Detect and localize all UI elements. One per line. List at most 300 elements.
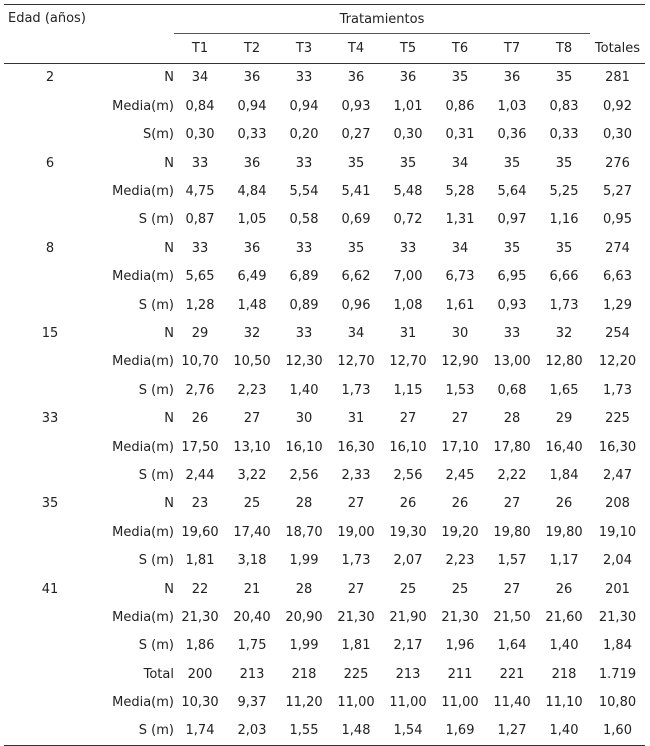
total-cell: 1,84	[603, 638, 632, 654]
value-cell: 33	[295, 240, 313, 256]
value-cell: 11,00	[337, 695, 375, 711]
value-cell: 28	[295, 581, 313, 597]
value-cell: 5,64	[497, 184, 527, 200]
value-cell: 36	[399, 70, 417, 86]
value-cell: 21,90	[389, 609, 427, 625]
table-row	[4, 263, 645, 291]
treatment-header: T3	[278, 34, 330, 63]
value-cell: 36	[347, 70, 365, 86]
value-cell: 0,72	[393, 212, 423, 228]
value-cell: 5,54	[289, 184, 319, 200]
value-cell: 27	[503, 581, 521, 597]
total-cell: 2,04	[603, 553, 632, 569]
value-cell: 35	[555, 240, 573, 256]
value-cell: 26	[555, 581, 573, 597]
stat-label-cell: Total	[143, 666, 174, 682]
value-cell: 0,20	[289, 127, 319, 143]
edad-cell	[4, 632, 96, 660]
value-cell: 0,97	[497, 212, 527, 228]
value-cell: 1,40	[289, 382, 319, 398]
value-cell: 35	[555, 70, 573, 86]
value-cell: 21,60	[545, 609, 583, 625]
value-cell: 20,40	[233, 609, 271, 625]
value-cell: 16,10	[389, 439, 427, 455]
value-cell: 1,05	[237, 212, 267, 228]
value-cell: 3,18	[237, 553, 267, 569]
value-cell: 11,10	[545, 695, 583, 711]
edad-cell: 33	[41, 411, 59, 427]
value-cell: 29	[191, 325, 209, 341]
value-cell: 2,07	[393, 553, 423, 569]
value-cell: 12,80	[545, 354, 583, 370]
value-cell: 23	[191, 496, 209, 512]
total-cell: 1,73	[603, 382, 632, 398]
value-cell: 0,87	[185, 212, 215, 228]
total-cell: 276	[605, 155, 630, 171]
value-cell: 27	[451, 411, 469, 427]
value-cell: 27	[243, 411, 261, 427]
stat-label-cell: S (m)	[138, 467, 174, 483]
value-cell: 218	[551, 666, 577, 682]
value-cell: 1,73	[341, 553, 371, 569]
total-cell: 0,92	[603, 98, 632, 114]
stat-label-cell: S (m)	[96, 717, 174, 746]
value-cell: 1,61	[445, 297, 475, 313]
value-cell: 33	[191, 240, 209, 256]
value-cell: 2,22	[497, 467, 527, 483]
stat-label-cell: N	[164, 240, 174, 256]
edad-cell: 41	[41, 581, 59, 597]
table-row	[4, 234, 645, 262]
value-cell: 11,40	[493, 695, 531, 711]
value-cell: 11,00	[389, 695, 427, 711]
stat-label-cell: Media(m)	[112, 269, 174, 285]
total-cell: 6,63	[603, 269, 632, 285]
value-cell: 213	[239, 666, 265, 682]
value-cell: 34	[451, 240, 469, 256]
value-cell: 0,30	[185, 127, 215, 143]
stat-label-cell: N	[164, 496, 174, 512]
treatment-header: T5	[382, 34, 434, 63]
value-cell: 21,30	[337, 609, 375, 625]
value-cell: 1,53	[445, 382, 475, 398]
value-cell: 7,00	[393, 269, 423, 285]
value-cell: 25	[451, 581, 469, 597]
value-cell: 10,50	[233, 354, 271, 370]
value-cell: 6,49	[237, 269, 267, 285]
stat-label-cell: S (m)	[138, 297, 174, 313]
stat-label-cell: Media(m)	[112, 695, 174, 711]
value-cell: 19,00	[337, 524, 375, 540]
table-row	[4, 603, 645, 631]
value-cell: 34	[347, 325, 365, 341]
table-row	[4, 518, 645, 546]
value-cell: 16,10	[285, 439, 323, 455]
value-cell: 1,57	[497, 553, 527, 569]
value-cell: 35	[347, 155, 365, 171]
stat-header-empty-2	[96, 34, 174, 63]
value-cell: 1,81	[185, 553, 215, 569]
table-row	[4, 63, 645, 92]
total-cell: 254	[605, 325, 630, 341]
edad-cell	[4, 660, 96, 688]
edad-cell	[4, 348, 96, 376]
value-cell: 1,74	[174, 717, 226, 746]
value-cell: 1,73	[549, 297, 579, 313]
value-cell: 1,81	[341, 638, 371, 654]
edad-cell: 8	[45, 240, 55, 256]
table-row	[4, 717, 645, 746]
value-cell: 11,20	[285, 695, 323, 711]
stat-label-cell: Media(m)	[112, 524, 174, 540]
edad-cell	[4, 461, 96, 489]
edad-cell: 15	[41, 325, 59, 341]
edad-cell	[4, 263, 96, 291]
value-cell: 33	[399, 240, 417, 256]
value-cell: 1,54	[382, 717, 434, 746]
value-cell: 2,23	[237, 382, 267, 398]
stat-label-cell: N	[164, 155, 174, 171]
value-cell: 6,73	[445, 269, 475, 285]
value-cell: 2,17	[393, 638, 423, 654]
total-cell: 208	[605, 496, 630, 512]
value-cell: 2,56	[289, 467, 319, 483]
value-cell: 19,80	[545, 524, 583, 540]
value-cell: 36	[243, 155, 261, 171]
value-cell: 1,55	[278, 717, 330, 746]
value-cell: 1,73	[341, 382, 371, 398]
value-cell: 1,40	[549, 638, 579, 654]
treatment-header: T6	[434, 34, 486, 63]
value-cell: 19,20	[441, 524, 479, 540]
total-cell: 19,10	[598, 524, 637, 540]
value-cell: 6,66	[549, 269, 579, 285]
value-cell: 2,33	[341, 467, 371, 483]
value-cell: 26	[399, 496, 417, 512]
value-cell: 0,30	[393, 127, 423, 143]
value-cell: 0,83	[549, 98, 579, 114]
value-cell: 2,44	[185, 467, 215, 483]
value-cell: 13,00	[493, 354, 531, 370]
value-cell: 1,16	[549, 212, 579, 228]
stat-label-cell: Media(m)	[112, 184, 174, 200]
table-row	[4, 92, 645, 120]
edad-cell	[4, 717, 96, 746]
value-cell: 9,37	[237, 695, 267, 711]
stat-label-cell: N	[164, 325, 174, 341]
value-cell: 1,27	[486, 717, 538, 746]
table-row	[4, 376, 645, 404]
total-cell: 225	[605, 411, 630, 427]
value-cell: 34	[451, 155, 469, 171]
value-cell: 11,00	[441, 695, 479, 711]
value-cell: 26	[555, 496, 573, 512]
value-cell: 1,64	[497, 638, 527, 654]
value-cell: 30	[451, 325, 469, 341]
value-cell: 17,40	[233, 524, 271, 540]
value-cell: 35	[503, 240, 521, 256]
totales-header: Totales	[590, 34, 645, 63]
value-cell: 1,48	[330, 717, 382, 746]
value-cell: 225	[343, 666, 369, 682]
value-cell: 1,28	[185, 297, 215, 313]
value-cell: 1,84	[549, 467, 579, 483]
value-cell: 35	[555, 155, 573, 171]
value-cell: 1,65	[549, 382, 579, 398]
edad-header: Edad (años)	[4, 5, 96, 64]
value-cell: 2,76	[185, 382, 215, 398]
value-cell: 27	[347, 581, 365, 597]
value-cell: 12,70	[337, 354, 375, 370]
value-cell: 17,80	[493, 439, 531, 455]
total-cell: 2,47	[603, 467, 632, 483]
value-cell: 25	[399, 581, 417, 597]
edad-cell	[4, 206, 96, 234]
table-row	[4, 149, 645, 177]
total-cell: 5,27	[603, 184, 632, 200]
stat-label-cell: S (m)	[138, 212, 174, 228]
treatment-header: T7	[486, 34, 538, 63]
edad-cell: 2	[45, 70, 55, 86]
stat-label-cell: S(m)	[142, 127, 174, 143]
value-cell: 19,60	[181, 524, 219, 540]
value-cell: 36	[503, 70, 521, 86]
table-row	[4, 490, 645, 518]
value-cell: 200	[187, 666, 213, 682]
edad-cell	[4, 518, 96, 546]
edad-cell	[4, 376, 96, 404]
treatment-header: T4	[330, 34, 382, 63]
table-row	[4, 177, 645, 205]
value-cell: 1,48	[237, 297, 267, 313]
value-cell: 31	[399, 325, 417, 341]
value-cell: 221	[499, 666, 525, 682]
value-cell: 2,56	[393, 467, 423, 483]
value-cell: 1,08	[393, 297, 423, 313]
value-cell: 1,40	[538, 717, 590, 746]
value-cell: 32	[555, 325, 573, 341]
value-cell: 218	[291, 666, 317, 682]
value-cell: 33	[295, 70, 313, 86]
value-cell: 34	[191, 70, 209, 86]
value-cell: 211	[447, 666, 473, 682]
table-row	[4, 319, 645, 347]
table-row	[4, 404, 645, 432]
value-cell: 17,10	[441, 439, 479, 455]
value-cell: 0,86	[445, 98, 475, 114]
value-cell: 21	[243, 581, 261, 597]
table-row	[4, 291, 645, 319]
tratamientos-header: Tratamientos	[174, 5, 590, 34]
value-cell: 21,50	[493, 609, 531, 625]
stat-header-empty	[96, 5, 174, 34]
stat-label-cell: Media(m)	[112, 354, 174, 370]
table-row	[4, 575, 645, 603]
value-cell: 5,28	[445, 184, 475, 200]
totales-header-spacer	[590, 5, 645, 34]
total-cell: 0,95	[603, 212, 632, 228]
value-cell: 19,80	[493, 524, 531, 540]
value-cell: 31	[347, 411, 365, 427]
value-cell: 13,10	[233, 439, 271, 455]
value-cell: 6,62	[341, 269, 371, 285]
value-cell: 35	[503, 155, 521, 171]
value-cell: 28	[503, 411, 521, 427]
value-cell: 36	[243, 70, 261, 86]
value-cell: 0,94	[289, 98, 319, 114]
header-row-1	[4, 5, 645, 34]
value-cell: 0,36	[497, 127, 527, 143]
total-cell: 1,60	[590, 717, 645, 746]
stat-label-cell: Media(m)	[112, 439, 174, 455]
value-cell: 6,89	[289, 269, 319, 285]
value-cell: 16,40	[545, 439, 583, 455]
edad-cell	[4, 433, 96, 461]
value-cell: 0,33	[549, 127, 579, 143]
value-cell: 1,75	[237, 638, 267, 654]
total-cell: 21,30	[598, 609, 637, 625]
table-row	[4, 433, 645, 461]
edad-cell	[4, 603, 96, 631]
value-cell: 18,70	[285, 524, 323, 540]
value-cell: 25	[243, 496, 261, 512]
total-cell: 1,29	[603, 297, 632, 313]
value-cell: 33	[295, 325, 313, 341]
edad-cell: 6	[45, 155, 55, 171]
total-cell: 201	[605, 581, 630, 597]
value-cell: 26	[451, 496, 469, 512]
value-cell: 32	[243, 325, 261, 341]
value-cell: 17,50	[181, 439, 219, 455]
value-cell: 0,27	[341, 127, 371, 143]
stat-label-cell: S (m)	[138, 638, 174, 654]
table-row	[4, 348, 645, 376]
value-cell: 10,30	[181, 695, 219, 711]
value-cell: 1,99	[289, 553, 319, 569]
value-cell: 12,90	[441, 354, 479, 370]
total-cell: 16,30	[598, 439, 637, 455]
stat-label-cell: N	[164, 70, 174, 86]
value-cell: 5,25	[549, 184, 579, 200]
value-cell: 1,31	[445, 212, 475, 228]
edad-cell	[4, 92, 96, 120]
value-cell: 0,96	[341, 297, 371, 313]
header-row-2	[4, 34, 645, 63]
value-cell: 19,30	[389, 524, 427, 540]
stat-label-cell: N	[164, 581, 174, 597]
value-cell: 33	[503, 325, 521, 341]
value-cell: 21,30	[441, 609, 479, 625]
value-cell: 12,70	[389, 354, 427, 370]
edad-cell	[4, 688, 96, 716]
edad-cell	[4, 291, 96, 319]
treatment-header: T1	[174, 34, 226, 63]
value-cell: 12,30	[285, 354, 323, 370]
value-cell: 0,31	[445, 127, 475, 143]
treatment-header: T2	[226, 34, 278, 63]
value-cell: 1,99	[289, 638, 319, 654]
treatment-header: T8	[538, 34, 590, 63]
table-row	[4, 660, 645, 688]
value-cell: 5,41	[341, 184, 371, 200]
stat-label-cell: S (m)	[138, 382, 174, 398]
value-cell: 30	[295, 411, 313, 427]
edad-cell	[4, 121, 96, 149]
value-cell: 6,95	[497, 269, 527, 285]
value-cell: 0,58	[289, 212, 319, 228]
value-cell: 0,33	[237, 127, 267, 143]
table-row	[4, 121, 645, 149]
value-cell: 0,68	[497, 382, 527, 398]
value-cell: 20,90	[285, 609, 323, 625]
value-cell: 27	[503, 496, 521, 512]
value-cell: 27	[399, 411, 417, 427]
value-cell: 28	[295, 496, 313, 512]
stat-label-cell: S (m)	[138, 553, 174, 569]
total-cell: 1.719	[598, 666, 637, 682]
value-cell: 1,69	[434, 717, 486, 746]
total-cell: 12,20	[598, 354, 637, 370]
stat-label-cell: N	[164, 411, 174, 427]
value-cell: 3,22	[237, 467, 267, 483]
value-cell: 0,94	[237, 98, 267, 114]
value-cell: 35	[399, 155, 417, 171]
value-cell: 16,30	[337, 439, 375, 455]
value-cell: 29	[555, 411, 573, 427]
value-cell: 5,48	[393, 184, 423, 200]
value-cell: 21,30	[181, 609, 219, 625]
value-cell: 1,01	[393, 98, 423, 114]
stat-label-cell: Media(m)	[112, 98, 174, 114]
value-cell: 0,89	[289, 297, 319, 313]
value-cell: 2,23	[445, 553, 475, 569]
edad-cell: 35	[41, 496, 59, 512]
value-cell: 26	[191, 411, 209, 427]
value-cell: 33	[295, 155, 313, 171]
value-cell: 0,93	[497, 297, 527, 313]
value-cell: 1,15	[393, 382, 423, 398]
table-row	[4, 461, 645, 489]
value-cell: 27	[347, 496, 365, 512]
value-cell: 10,70	[181, 354, 219, 370]
value-cell: 0,93	[341, 98, 371, 114]
value-cell: 2,03	[226, 717, 278, 746]
table-row	[4, 688, 645, 716]
value-cell: 35	[451, 70, 469, 86]
value-cell: 1,03	[497, 98, 527, 114]
value-cell: 4,75	[185, 184, 215, 200]
total-cell: 0,30	[603, 127, 632, 143]
table-row	[4, 632, 645, 660]
value-cell: 1,96	[445, 638, 475, 654]
value-cell: 0,84	[185, 98, 215, 114]
table-row	[4, 206, 645, 234]
value-cell: 33	[191, 155, 209, 171]
table-body	[4, 63, 645, 745]
value-cell: 1,86	[185, 638, 215, 654]
table-header	[4, 5, 645, 64]
value-cell: 1,17	[549, 553, 579, 569]
value-cell: 22	[191, 581, 209, 597]
data-table	[4, 4, 645, 746]
edad-cell	[4, 177, 96, 205]
total-cell: 10,80	[598, 695, 637, 711]
stat-label-cell: Media(m)	[112, 609, 174, 625]
total-cell: 281	[605, 70, 630, 86]
table-row	[4, 546, 645, 574]
value-cell: 0,69	[341, 212, 371, 228]
total-cell: 274	[605, 240, 630, 256]
